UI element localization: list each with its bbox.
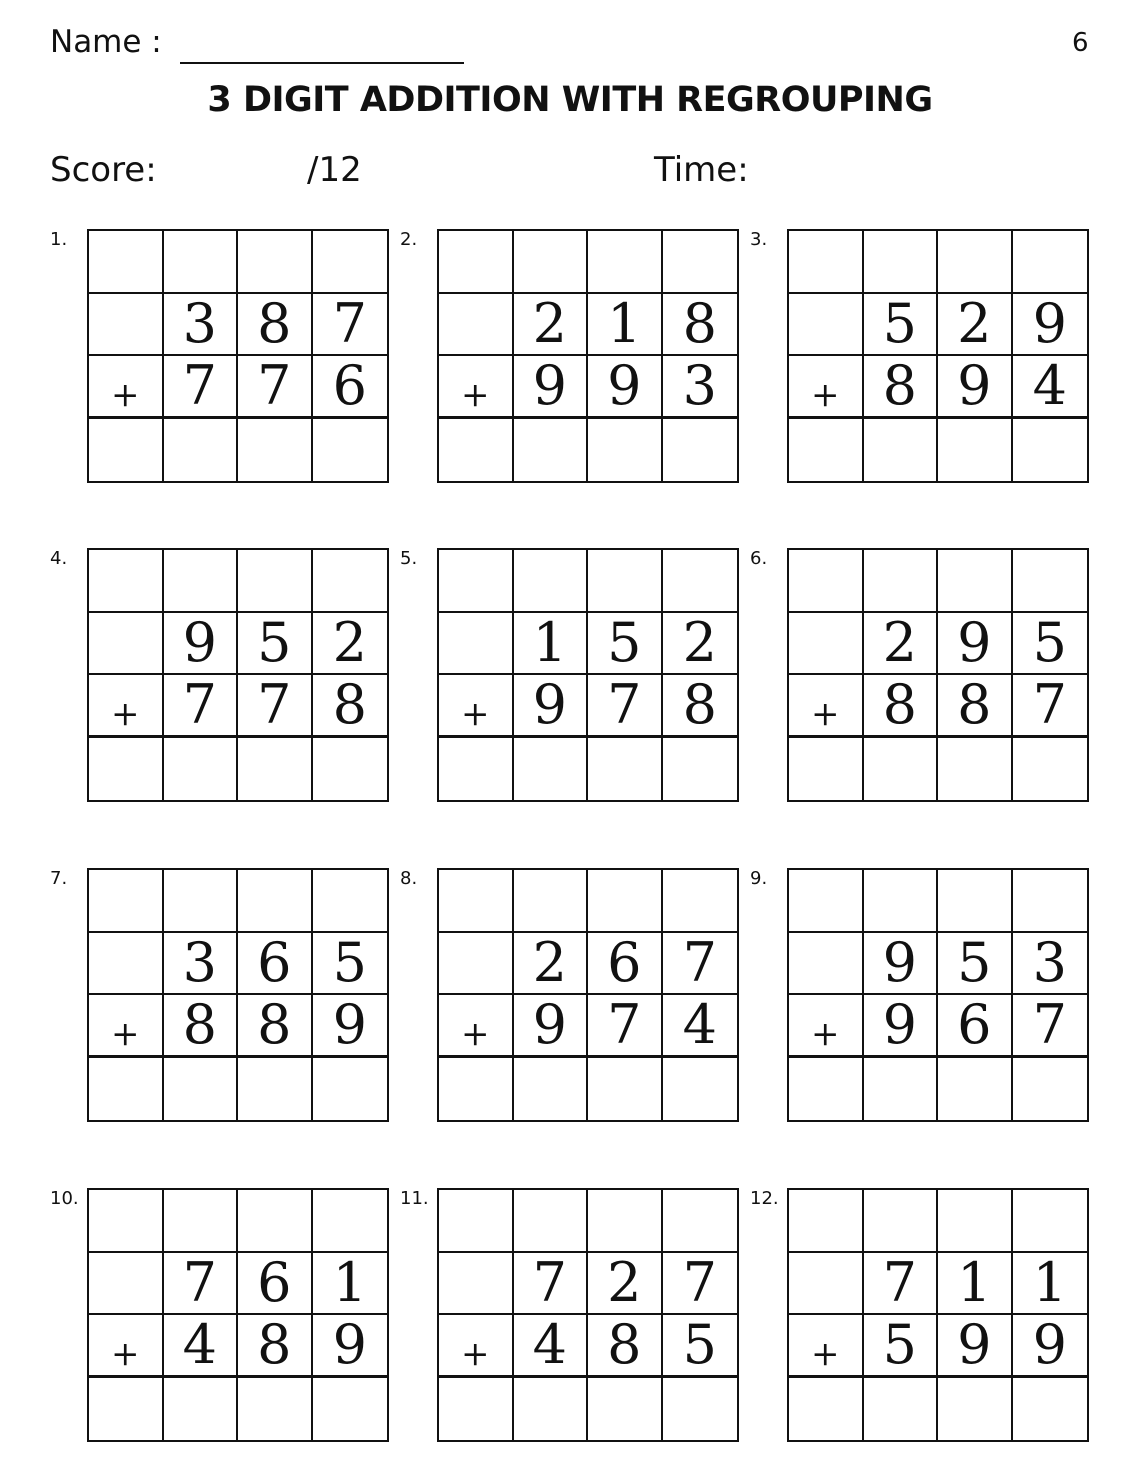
answer-box[interactable]	[938, 1058, 1013, 1121]
empty-cell	[89, 933, 164, 996]
top-digit: 1	[514, 613, 589, 676]
bottom-digit: 3	[663, 356, 738, 419]
addition-problem	[50, 868, 367, 1128]
answer-box[interactable]	[164, 738, 239, 801]
carry-box[interactable]	[313, 1190, 388, 1253]
answer-box[interactable]	[89, 738, 164, 801]
problem-number: 9.	[750, 868, 768, 889]
answer-box[interactable]	[588, 1058, 663, 1121]
answer-box[interactable]	[514, 1378, 589, 1441]
bottom-digit: 8	[313, 675, 388, 738]
problem-number: 2.	[400, 229, 418, 250]
plus-sign: +	[439, 356, 514, 419]
carry-box[interactable]	[864, 231, 939, 294]
top-digit: 7	[164, 1253, 239, 1316]
answer-box[interactable]	[514, 419, 589, 482]
plus-sign: +	[89, 356, 164, 419]
problem-number: 4.	[50, 548, 68, 569]
carry-box[interactable]	[238, 1190, 313, 1253]
bottom-digit: 9	[588, 356, 663, 419]
answer-box[interactable]	[663, 738, 738, 801]
carry-box[interactable]	[313, 550, 388, 613]
addition-problem	[400, 868, 717, 1128]
empty-cell	[89, 1253, 164, 1316]
problem-number: 7.	[50, 868, 68, 889]
top-digit: 2	[588, 1253, 663, 1316]
page-number: 6	[1072, 28, 1089, 58]
carry-box[interactable]	[789, 1190, 864, 1253]
problem-number: 1.	[50, 229, 68, 250]
time-label: Time:	[654, 150, 749, 190]
bottom-digit: 8	[238, 1315, 313, 1378]
carry-box[interactable]	[864, 1190, 939, 1253]
top-digit: 5	[313, 933, 388, 996]
addition-problem	[400, 1188, 717, 1448]
carry-box[interactable]	[938, 1190, 1013, 1253]
top-digit: 6	[588, 933, 663, 996]
top-digit: 1	[588, 294, 663, 357]
carry-box[interactable]	[514, 870, 589, 933]
problem-grid	[437, 548, 739, 802]
carry-box[interactable]	[439, 1190, 514, 1253]
carry-box[interactable]	[164, 1190, 239, 1253]
addition-problem	[750, 1188, 1067, 1448]
plus-sign: +	[439, 1315, 514, 1378]
top-digit: 9	[938, 613, 1013, 676]
bottom-digit: 8	[588, 1315, 663, 1378]
bottom-digit: 9	[864, 995, 939, 1058]
carry-box[interactable]	[1013, 231, 1088, 294]
problem-number: 6.	[750, 548, 768, 569]
carry-box[interactable]	[938, 231, 1013, 294]
top-digit: 8	[663, 294, 738, 357]
top-digit: 2	[938, 294, 1013, 357]
carry-box[interactable]	[89, 1190, 164, 1253]
carry-box[interactable]	[864, 550, 939, 613]
bottom-digit: 9	[938, 356, 1013, 419]
carry-box[interactable]	[238, 550, 313, 613]
bottom-digit: 9	[514, 356, 589, 419]
bottom-digit: 7	[164, 675, 239, 738]
problem-grid	[787, 229, 1089, 483]
answer-box[interactable]	[313, 1058, 388, 1121]
empty-cell	[439, 294, 514, 357]
plus-sign: +	[789, 1315, 864, 1378]
empty-cell	[439, 613, 514, 676]
carry-box[interactable]	[663, 231, 738, 294]
addition-problem	[750, 229, 1067, 489]
top-digit: 8	[238, 294, 313, 357]
top-digit: 9	[864, 933, 939, 996]
top-digit: 7	[864, 1253, 939, 1316]
answer-box[interactable]	[89, 1058, 164, 1121]
answer-box[interactable]	[1013, 419, 1088, 482]
answer-box[interactable]	[938, 1378, 1013, 1441]
top-digit: 5	[238, 613, 313, 676]
plus-sign: +	[439, 995, 514, 1058]
addition-problem	[50, 1188, 367, 1448]
empty-cell	[789, 294, 864, 357]
carry-box[interactable]	[164, 231, 239, 294]
carry-box[interactable]	[1013, 550, 1088, 613]
top-digit: 7	[663, 933, 738, 996]
answer-box[interactable]	[89, 419, 164, 482]
bottom-digit: 9	[313, 995, 388, 1058]
problem-grid	[437, 1188, 739, 1442]
problem-number: 10.	[50, 1188, 79, 1209]
answer-box[interactable]	[164, 419, 239, 482]
carry-box[interactable]	[238, 870, 313, 933]
answer-box[interactable]	[164, 1378, 239, 1441]
answer-box[interactable]	[864, 738, 939, 801]
answer-box[interactable]	[89, 1378, 164, 1441]
carry-box[interactable]	[514, 231, 589, 294]
empty-cell	[439, 1253, 514, 1316]
answer-box[interactable]	[864, 1058, 939, 1121]
bottom-digit: 6	[938, 995, 1013, 1058]
bottom-digit: 9	[938, 1315, 1013, 1378]
answer-box[interactable]	[864, 419, 939, 482]
bottom-digit: 7	[164, 356, 239, 419]
top-digit: 2	[514, 294, 589, 357]
carry-box[interactable]	[864, 870, 939, 933]
top-digit: 7	[663, 1253, 738, 1316]
score-label: Score:	[50, 150, 157, 190]
answer-box[interactable]	[938, 419, 1013, 482]
bottom-digit: 8	[663, 675, 738, 738]
problem-grid	[437, 868, 739, 1122]
bottom-digit: 4	[1013, 356, 1088, 419]
top-digit: 6	[238, 933, 313, 996]
bottom-digit: 4	[164, 1315, 239, 1378]
carry-box[interactable]	[89, 231, 164, 294]
carry-box[interactable]	[313, 870, 388, 933]
answer-box[interactable]	[238, 738, 313, 801]
answer-box[interactable]	[663, 1058, 738, 1121]
top-digit: 9	[1013, 294, 1088, 357]
answer-box[interactable]	[789, 419, 864, 482]
answer-box[interactable]	[313, 419, 388, 482]
answer-box[interactable]	[514, 738, 589, 801]
answer-box[interactable]	[663, 1378, 738, 1441]
addition-problem	[750, 548, 1067, 808]
answer-box[interactable]	[789, 1378, 864, 1441]
carry-box[interactable]	[588, 870, 663, 933]
carry-box[interactable]	[164, 550, 239, 613]
answer-box[interactable]	[1013, 1058, 1088, 1121]
top-digit: 5	[1013, 613, 1088, 676]
carry-box[interactable]	[938, 870, 1013, 933]
carry-box[interactable]	[1013, 870, 1088, 933]
carry-box[interactable]	[663, 870, 738, 933]
problem-grid	[437, 229, 739, 483]
addition-problem	[50, 548, 367, 808]
empty-cell	[789, 1253, 864, 1316]
bottom-digit: 8	[864, 675, 939, 738]
addition-problem	[400, 548, 717, 808]
carry-box[interactable]	[1013, 1190, 1088, 1253]
answer-box[interactable]	[588, 738, 663, 801]
answer-box[interactable]	[588, 419, 663, 482]
name-label: Name :	[50, 24, 162, 60]
top-digit: 5	[938, 933, 1013, 996]
plus-sign: +	[789, 995, 864, 1058]
problem-grid	[787, 548, 1089, 802]
addition-problem	[50, 229, 367, 489]
answer-box[interactable]	[1013, 1378, 1088, 1441]
answer-box[interactable]	[439, 1378, 514, 1441]
bottom-digit: 7	[238, 356, 313, 419]
score-total: /12	[307, 150, 362, 190]
bottom-digit: 7	[588, 995, 663, 1058]
problem-grid	[87, 868, 389, 1122]
answer-box[interactable]	[439, 1058, 514, 1121]
bottom-digit: 5	[864, 1315, 939, 1378]
answer-box[interactable]	[588, 1378, 663, 1441]
top-digit: 2	[663, 613, 738, 676]
name-field-line[interactable]	[180, 62, 464, 64]
top-digit: 3	[1013, 933, 1088, 996]
answer-box[interactable]	[164, 1058, 239, 1121]
answer-box[interactable]	[663, 419, 738, 482]
carry-box[interactable]	[588, 550, 663, 613]
addition-problem	[750, 868, 1067, 1128]
carry-box[interactable]	[789, 550, 864, 613]
problem-grid	[87, 229, 389, 483]
answer-box[interactable]	[238, 419, 313, 482]
top-digit: 9	[164, 613, 239, 676]
carry-box[interactable]	[439, 870, 514, 933]
problem-number: 3.	[750, 229, 768, 250]
answer-box[interactable]	[439, 419, 514, 482]
problem-grid	[787, 1188, 1089, 1442]
top-digit: 5	[864, 294, 939, 357]
plus-sign: +	[789, 356, 864, 419]
bottom-digit: 9	[1013, 1315, 1088, 1378]
problem-grid	[87, 548, 389, 802]
carry-box[interactable]	[789, 870, 864, 933]
carry-box[interactable]	[439, 550, 514, 613]
empty-cell	[789, 613, 864, 676]
problem-number: 12.	[750, 1188, 779, 1209]
bottom-digit: 4	[663, 995, 738, 1058]
answer-box[interactable]	[313, 738, 388, 801]
plus-sign: +	[89, 995, 164, 1058]
carry-box[interactable]	[588, 231, 663, 294]
answer-box[interactable]	[514, 1058, 589, 1121]
bottom-digit: 9	[313, 1315, 388, 1378]
answer-box[interactable]	[789, 1058, 864, 1121]
answer-box[interactable]	[238, 1058, 313, 1121]
carry-box[interactable]	[238, 231, 313, 294]
answer-box[interactable]	[864, 1378, 939, 1441]
top-digit: 3	[164, 933, 239, 996]
addition-problem	[400, 229, 717, 489]
answer-box[interactable]	[789, 738, 864, 801]
empty-cell	[439, 933, 514, 996]
empty-cell	[89, 294, 164, 357]
bottom-digit: 9	[514, 995, 589, 1058]
top-digit: 7	[313, 294, 388, 357]
bottom-digit: 7	[1013, 675, 1088, 738]
bottom-digit: 8	[238, 995, 313, 1058]
top-digit: 1	[938, 1253, 1013, 1316]
carry-box[interactable]	[164, 870, 239, 933]
top-digit: 6	[238, 1253, 313, 1316]
carry-box[interactable]	[89, 550, 164, 613]
carry-box[interactable]	[313, 231, 388, 294]
carry-box[interactable]	[663, 550, 738, 613]
problem-number: 8.	[400, 868, 418, 889]
carry-box[interactable]	[439, 231, 514, 294]
top-digit: 7	[514, 1253, 589, 1316]
plus-sign: +	[789, 675, 864, 738]
bottom-digit: 8	[164, 995, 239, 1058]
bottom-digit: 9	[514, 675, 589, 738]
answer-box[interactable]	[938, 738, 1013, 801]
empty-cell	[789, 933, 864, 996]
carry-box[interactable]	[514, 550, 589, 613]
answer-box[interactable]	[313, 1378, 388, 1441]
bottom-digit: 5	[663, 1315, 738, 1378]
bottom-digit: 8	[864, 356, 939, 419]
answer-box[interactable]	[439, 738, 514, 801]
bottom-digit: 7	[588, 675, 663, 738]
bottom-digit: 6	[313, 356, 388, 419]
top-digit: 1	[1013, 1253, 1088, 1316]
problem-number: 5.	[400, 548, 418, 569]
top-digit: 1	[313, 1253, 388, 1316]
problem-number: 11.	[400, 1188, 429, 1209]
top-digit: 2	[864, 613, 939, 676]
carry-box[interactable]	[938, 550, 1013, 613]
top-digit: 2	[514, 933, 589, 996]
carry-box[interactable]	[588, 1190, 663, 1253]
plus-sign: +	[439, 675, 514, 738]
bottom-digit: 7	[238, 675, 313, 738]
worksheet-title: 3 DIGIT ADDITION WITH REGROUPING	[207, 80, 933, 120]
bottom-digit: 7	[1013, 995, 1088, 1058]
problem-grid	[787, 868, 1089, 1122]
plus-sign: +	[89, 675, 164, 738]
plus-sign: +	[89, 1315, 164, 1378]
carry-box[interactable]	[789, 231, 864, 294]
top-digit: 2	[313, 613, 388, 676]
carry-box[interactable]	[89, 870, 164, 933]
answer-box[interactable]	[1013, 738, 1088, 801]
bottom-digit: 4	[514, 1315, 589, 1378]
carry-box[interactable]	[663, 1190, 738, 1253]
bottom-digit: 8	[938, 675, 1013, 738]
problem-grid	[87, 1188, 389, 1442]
top-digit: 3	[164, 294, 239, 357]
answer-box[interactable]	[238, 1378, 313, 1441]
carry-box[interactable]	[514, 1190, 589, 1253]
empty-cell	[89, 613, 164, 676]
top-digit: 5	[588, 613, 663, 676]
